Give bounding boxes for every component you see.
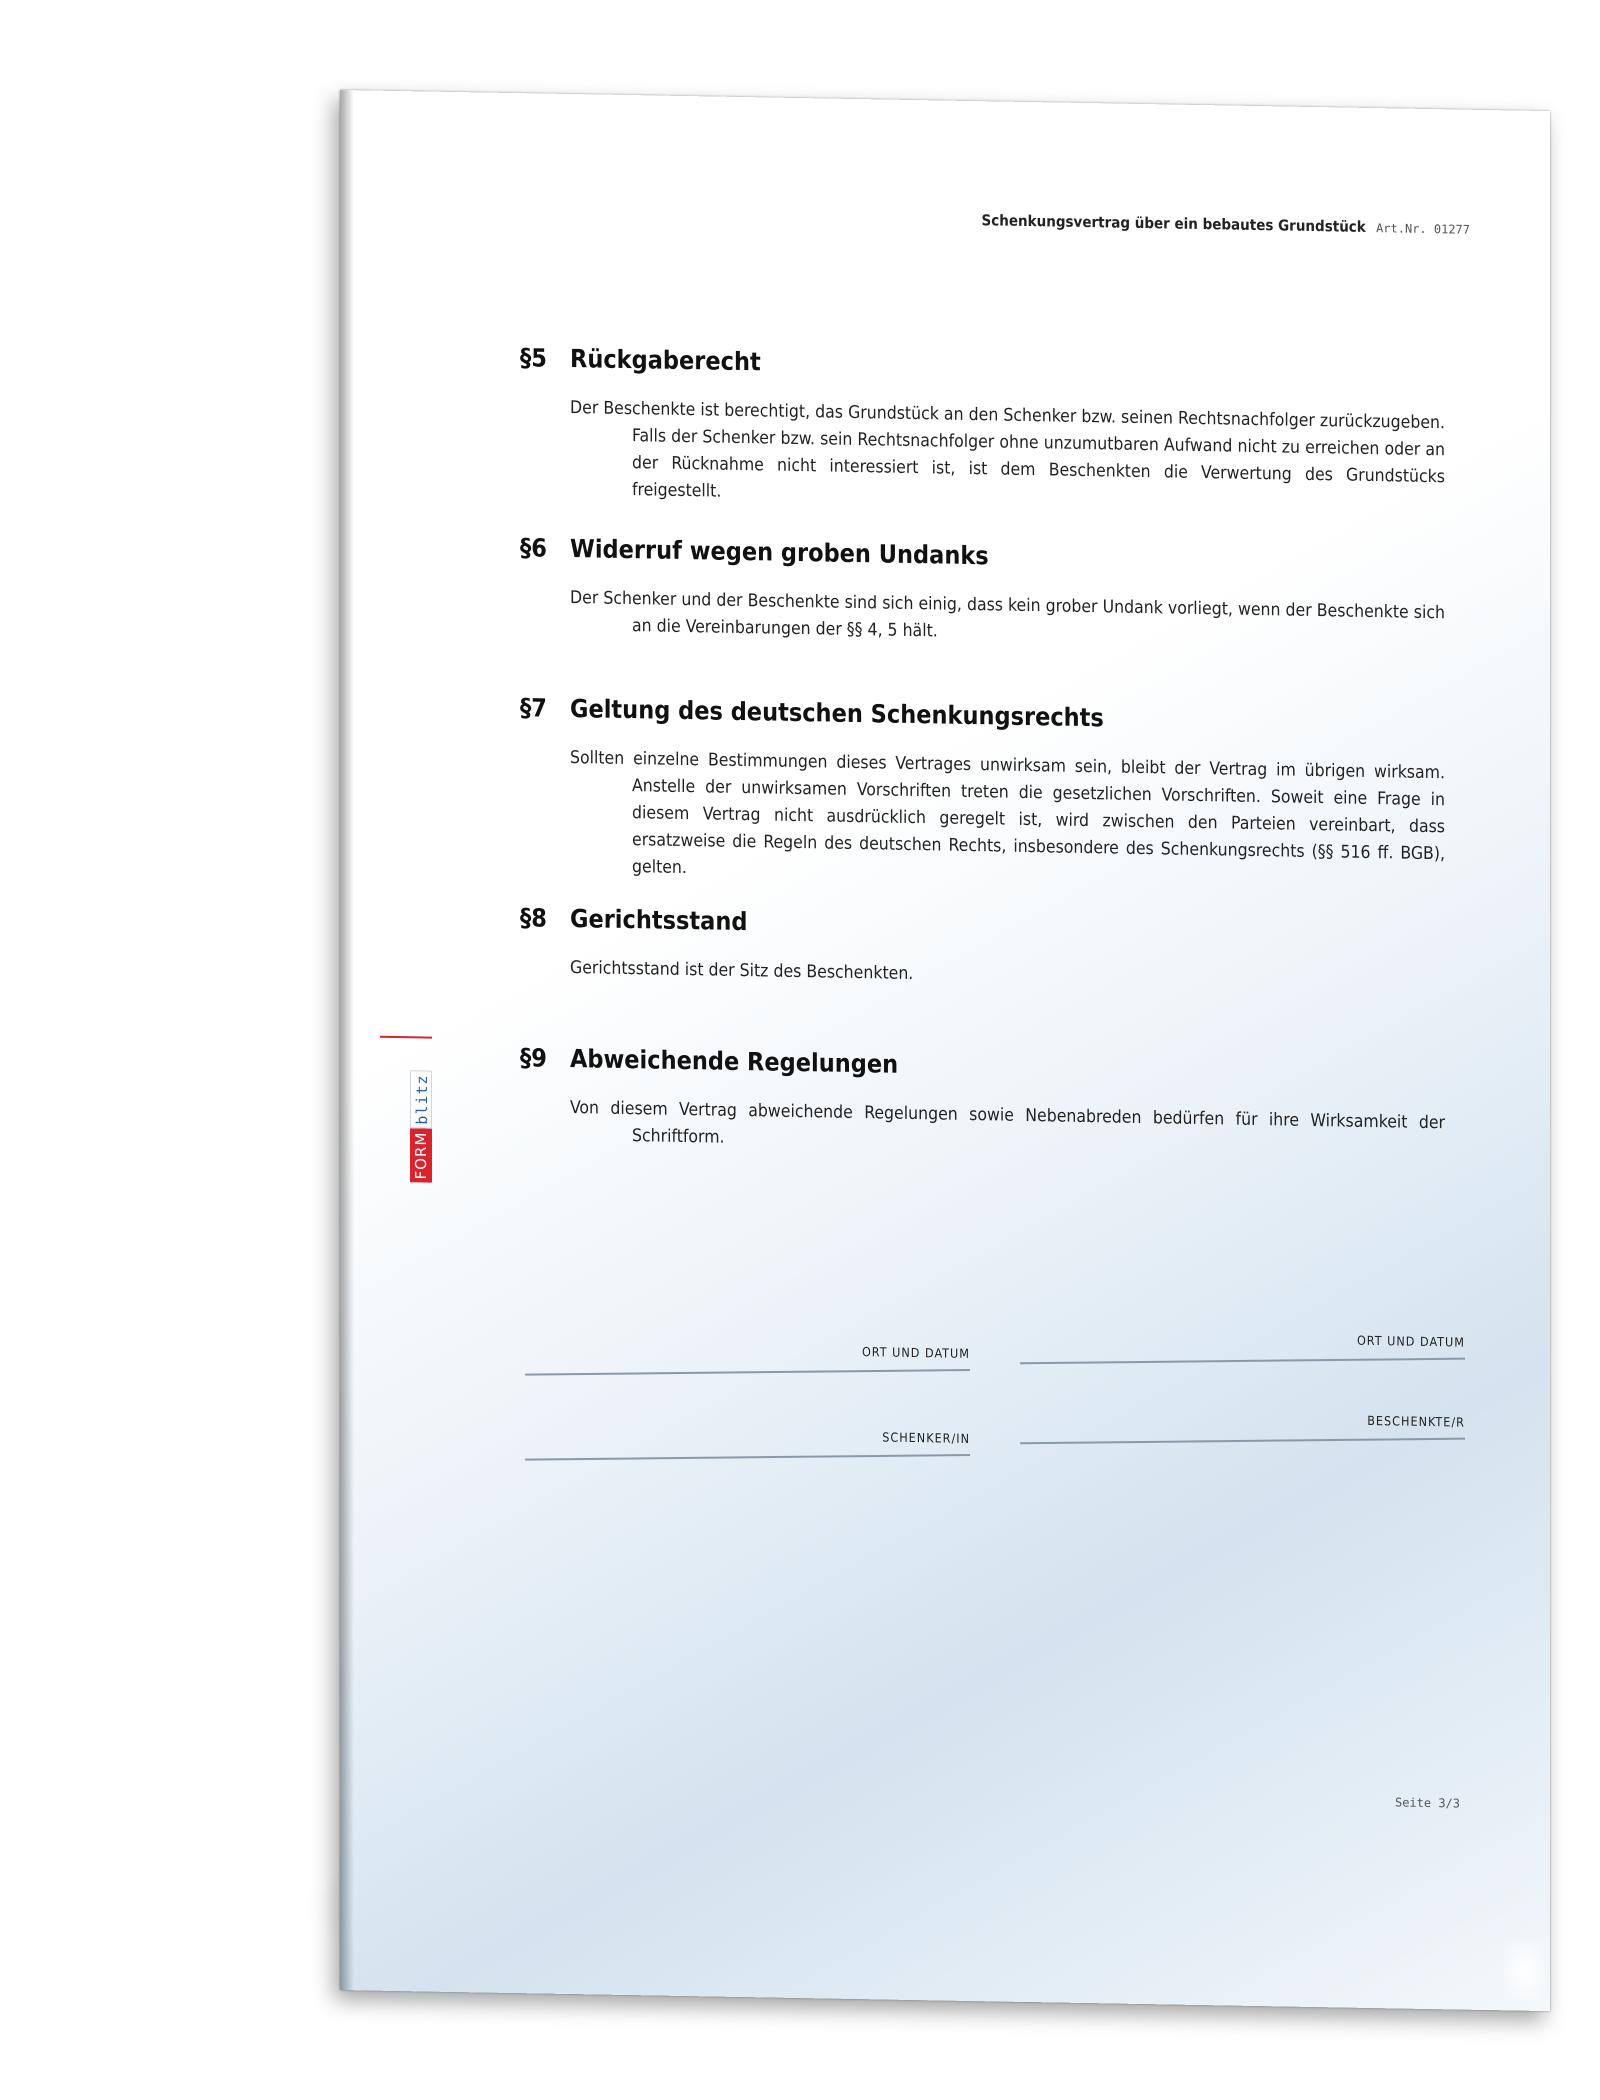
logo-accent-bar [380, 1036, 432, 1039]
signature-label: SCHENKER/IN [882, 1429, 970, 1446]
section-7 [520, 693, 1445, 895]
logo-text-blitz: blitz [410, 1070, 432, 1129]
page-glare [1504, 1940, 1544, 2001]
section-5 [520, 343, 1445, 518]
section-body: Der Schenker und der Beschenkte sind sich einig, dass kein grober Undank vorliegt, wenn der Beschenkte sich an die Vereinbarungen der §§ 4, 5 hält. [570, 588, 1445, 642]
section-body: Sollten einzelne Bestimmungen dieses Vertrages unwirksam sein, bleibt der Vertrag im übrigen wirksam. Anstelle der unwirksamen Vorschriften treten die gesetzlichen Vorschriften. Soweit eine Frage in diesem Vertrag nicht ausdrücklich geregelt ist, wird zwischen den Parteien vereinbart, dass ersatzweise die Regeln des deutschen Rechts, insbesondere des Schenkungsrechts (§§ 516 ff. BGB), gelten. [570, 748, 1445, 879]
signature-left-party [525, 1423, 970, 1456]
section-title: Geltung des deutschen Schenkungsrechts [570, 694, 1104, 733]
section-number: §5 [520, 343, 547, 373]
document-title: Schenkungsvertrag über ein bebautes Grundstück [981, 211, 1366, 236]
signature-left-place-date [525, 1338, 970, 1371]
section-6 [520, 533, 1445, 654]
article-number: Art.Nr. 01277 [1376, 221, 1470, 237]
signature-line [525, 1454, 970, 1461]
signature-right-place-date [1020, 1327, 1465, 1360]
signature-line [525, 1369, 970, 1376]
section-title: Rückgaberecht [570, 344, 761, 377]
section-body: Von diesem Vertrag abweichende Regelungen sowie Nebenabreden bedürfen für ihre Wirksamkeit der Schriftform. [570, 1098, 1445, 1148]
signature-label: ORT UND DATUM [861, 1344, 970, 1361]
section-body: Der Beschenkte ist berechtigt, das Grundstück an den Schenker bzw. seinen Rechtsnachfolger zurückzugeben. Falls der Schenker bzw. sein Rechtsnachfolger ohne unzumutbaren Aufwand nicht zu erreichen oder an der Rücknahme nicht interessiert ist, ist dem Beschenkten die Verwertung des Grundstücks freigestellt. [570, 398, 1445, 502]
section-number: §6 [520, 533, 547, 563]
document-page [340, 90, 1550, 2011]
signature-line [1020, 1358, 1465, 1365]
section-title: Abweichende Regelungen [570, 1044, 899, 1079]
signature-label: BESCHENKTE/R [1367, 1412, 1465, 1430]
section-8 [520, 903, 1445, 997]
signature-line [1020, 1438, 1465, 1445]
section-title: Widerruf wegen groben Undanks [570, 534, 989, 571]
section-body: Gerichtsstand ist der Sitz des Beschenkten. [570, 958, 914, 985]
section-number: §9 [520, 1043, 547, 1073]
logo-wordmark [410, 1070, 432, 1182]
section-number: §7 [520, 693, 547, 723]
document-header [982, 211, 1470, 238]
section-title: Gerichtsstand [570, 904, 748, 937]
section-heading [520, 343, 1445, 388]
section-heading [520, 1043, 1445, 1088]
signature-label: ORT UND DATUM [1356, 1332, 1465, 1350]
section-number: §8 [520, 903, 547, 933]
page-number: Seite 3/3 [1394, 1795, 1460, 1811]
section-heading [520, 533, 1445, 578]
section-heading [520, 903, 1445, 948]
logo-text-form: FORM [410, 1128, 432, 1182]
section-heading [520, 693, 1445, 738]
formblitz-logo [410, 1036, 432, 1182]
section-9 [520, 1043, 1445, 1164]
signature-right-party [1020, 1407, 1465, 1440]
